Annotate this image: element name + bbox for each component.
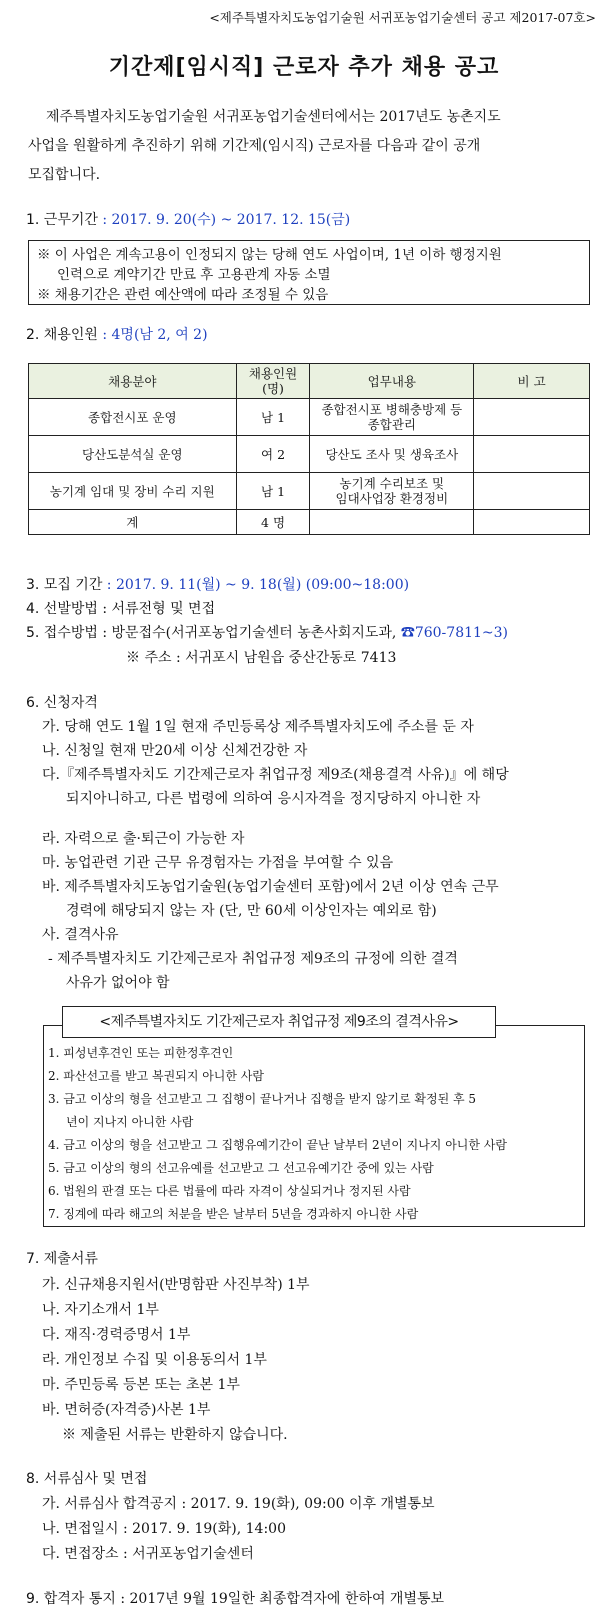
section-3-heading: 3. 모집 기간 (26, 577, 103, 593)
s6-item-da: 다.『제주특별자치도 기간제근로자 취업규정 제9조(채용결격 사유)』에 해당 (42, 767, 509, 783)
disq-item: 6. 법원의 판결 또는 다른 법률에 따라 자격이 상실되거나 정지된 사람 (48, 1184, 411, 1198)
s7-item: 다. 재직·경력증명서 1부 (42, 1327, 191, 1343)
cell-note (474, 436, 590, 473)
s8-item: 가. 서류심사 합격공지 : 2017. 9. 19(화), 09:00 이후 개별통보 (42, 1496, 435, 1512)
section-8-heading: 8. 서류심사 및 면접 (26, 1471, 148, 1487)
cell-task: 당산도 조사 및 생육조사 (310, 436, 474, 473)
intro-line-3: 모집합니다. (28, 167, 101, 183)
cell-count: 남 1 (236, 399, 310, 436)
s6-item-na: 나. 신청일 현재 만20세 이상 신체건강한 자 (42, 743, 308, 759)
section-5-heading: 5. 접수방법 (26, 625, 98, 641)
s6-item-ba: 바. 제주특별자치도농업기술원(농업기술센터 포함)에서 2년 이상 연속 근무 (42, 879, 499, 895)
s7-item: 마. 주민등록 등본 또는 초본 1부 (42, 1377, 240, 1393)
s7-item: 라. 개인정보 수집 및 이용동의서 1부 (42, 1352, 267, 1368)
notice-reference: <제주특별자치도농업기술원 서귀포농업기술센터 공고 제2017-07호> (209, 10, 596, 25)
section-9 (26, 1588, 444, 1608)
disqualification-title: <제주특별자치도 기간제근로자 취업규정 제9조의 결격사유> (62, 1006, 496, 1038)
s6-item-ma: 마. 농업관련 기관 근무 유경험자는 가점을 부여할 수 있음 (42, 855, 394, 871)
cell-field: 당산도분석실 운영 (29, 436, 237, 473)
table-row (29, 473, 590, 510)
section-9-heading: 9. 합격자 통지 (26, 1591, 116, 1607)
section-4 (26, 598, 215, 618)
intro-line-2: 사업을 원활하게 추진하기 위해 기간제(임시직) 근로자를 다음과 같이 공개 (28, 138, 481, 154)
section-7-heading: 7. 제출서류 (26, 1251, 98, 1267)
s6-item-ra: 라. 자력으로 출·퇴근이 가능한 자 (42, 831, 245, 847)
section-5-address: ※ 주소 : 서귀포시 남원읍 중산간동로 7413 (126, 650, 397, 666)
table-header-row (29, 364, 590, 399)
section-1-heading: 1. 근무기간 (26, 212, 98, 228)
phone-number: 760-7811~3) (414, 625, 509, 641)
cell-count: 여 2 (236, 436, 310, 473)
header-note: 비 고 (474, 364, 590, 399)
disq-item: 7. 징계에 따라 해고의 처분을 받은 날부터 5년을 경과하지 아니한 사람 (48, 1207, 419, 1221)
disq-item: 1. 피성년후견인 또는 피한정후견인 (48, 1046, 234, 1060)
cell-task: 농기계 수리보조 및 임대사업장 환경정비 (310, 473, 474, 510)
disq-item: 5. 금고 이상의 형의 선고유예를 선고받고 그 선고유예기간 중에 있는 사람 (48, 1161, 434, 1175)
table-row (29, 436, 590, 473)
section-3 (26, 574, 409, 594)
s6-item-sa-detail: - 제주특별자치도 기간제근로자 취업규정 제9조의 규정에 의한 결격 (48, 951, 458, 967)
table-total-row (29, 510, 590, 535)
cell-field: 농기계 임대 및 장비 수리 지원 (29, 473, 237, 510)
s7-item: 바. 면허증(자격증)사본 1부 (42, 1402, 211, 1418)
telephone-icon: ☎ (400, 625, 415, 641)
section-3-value: : 2017. 9. 11(월) ~ 9. 18(월) (09:00~18:00) (102, 577, 410, 593)
section-2-heading: 2. 채용인원 (26, 327, 98, 343)
disq-item: 2. 파산선고를 받고 복권되지 아니한 사람 (48, 1069, 264, 1083)
s7-item: 가. 신규채용지원서(반명함판 사진부착) 1부 (42, 1277, 310, 1293)
section-5 (26, 622, 508, 642)
s6-item-ba-cont: 경력에 해당되지 않는 자 (단, 만 60세 이상인자는 예외로 함) (66, 903, 437, 919)
cell-note (474, 399, 590, 436)
cell-task: 종합전시포 병해충방제 등 종합관리 (310, 399, 474, 436)
page-title: 기간제[임시직] 근로자 추가 채용 공고 (108, 55, 500, 80)
s6-item-sa: 사. 결격사유 (42, 927, 119, 943)
s6-item-da-cont: 되지아니하고, 다른 법령에 의하여 응시자격을 정지당하지 아니한 자 (66, 791, 481, 807)
s6-item-sa-detail-cont: 사유가 없어야 함 (66, 975, 170, 991)
cell-field: 종합전시포 운영 (29, 399, 237, 436)
s7-item: 나. 자기소개서 1부 (42, 1302, 159, 1318)
s8-item: 나. 면접일시 : 2017. 9. 19(화), 14:00 (42, 1521, 286, 1537)
section-6-heading: 6. 신청자격 (26, 695, 98, 711)
s6-item-ga: 가. 당해 연도 1월 1일 현재 주민등록상 제주특별자치도에 주소를 둔 자 (42, 719, 474, 735)
section-2-value: : 4명(남 2, 여 2) (97, 327, 208, 343)
cell-field: 계 (29, 510, 237, 535)
header-task: 업무내용 (310, 364, 474, 399)
intro-line-1: 제주특별자치도농업기술원 서귀포농업기술센터에서는 2017년도 농촌지도 (46, 109, 501, 125)
section-5-value: : 방문접수(서귀포농업기술센터 농촌사회지도과, (97, 625, 401, 641)
cell-note (474, 510, 590, 535)
note-1-cont: 인력으로 계약기간 만료 후 고용관계 자동 소멸 (57, 267, 331, 283)
section-1-value: : 2017. 9. 20(수) ~ 2017. 12. 15(금) (97, 212, 351, 228)
cell-task (310, 510, 474, 535)
recruitment-table (28, 363, 590, 535)
cell-note (474, 473, 590, 510)
disq-item: 3. 금고 이상의 형을 선고받고 그 집행이 끝나거나 집행을 받지 않기로 확정된 후 5 (48, 1092, 477, 1106)
disq-item: 4. 금고 이상의 형을 선고받고 그 집행유예기간이 끝난 날부터 2년이 지나지 아니한 사람 (48, 1138, 507, 1152)
section-1-note-box (28, 240, 590, 305)
section-2 (26, 324, 208, 344)
table-row (29, 399, 590, 436)
header-field: 채용분야 (29, 364, 237, 399)
section-4-heading: 4. 선발방법 (26, 601, 98, 617)
cell-count: 남 1 (236, 473, 310, 510)
section-9-value: : 2017년 9월 19일한 최종합격자에 한하여 개별통보 (115, 1591, 445, 1607)
disq-item-cont: 년이 지나지 아니한 사람 (66, 1115, 194, 1129)
section-4-value: : 서류전형 및 면접 (97, 601, 216, 617)
s7-note: ※ 제출된 서류는 반환하지 않습니다. (62, 1427, 288, 1443)
s8-item: 다. 면접장소 : 서귀포농업기술센터 (42, 1546, 254, 1562)
note-1: ※ 이 사업은 계속고용이 인정되지 않는 당해 연도 사업이며, 1년 이하 행정지원 (37, 247, 502, 263)
section-1 (26, 209, 350, 229)
header-count: 채용인원 (명) (236, 364, 310, 399)
cell-count: 4 명 (236, 510, 310, 535)
note-2: ※ 채용기간은 관련 예산액에 따라 조정될 수 있음 (37, 287, 329, 303)
